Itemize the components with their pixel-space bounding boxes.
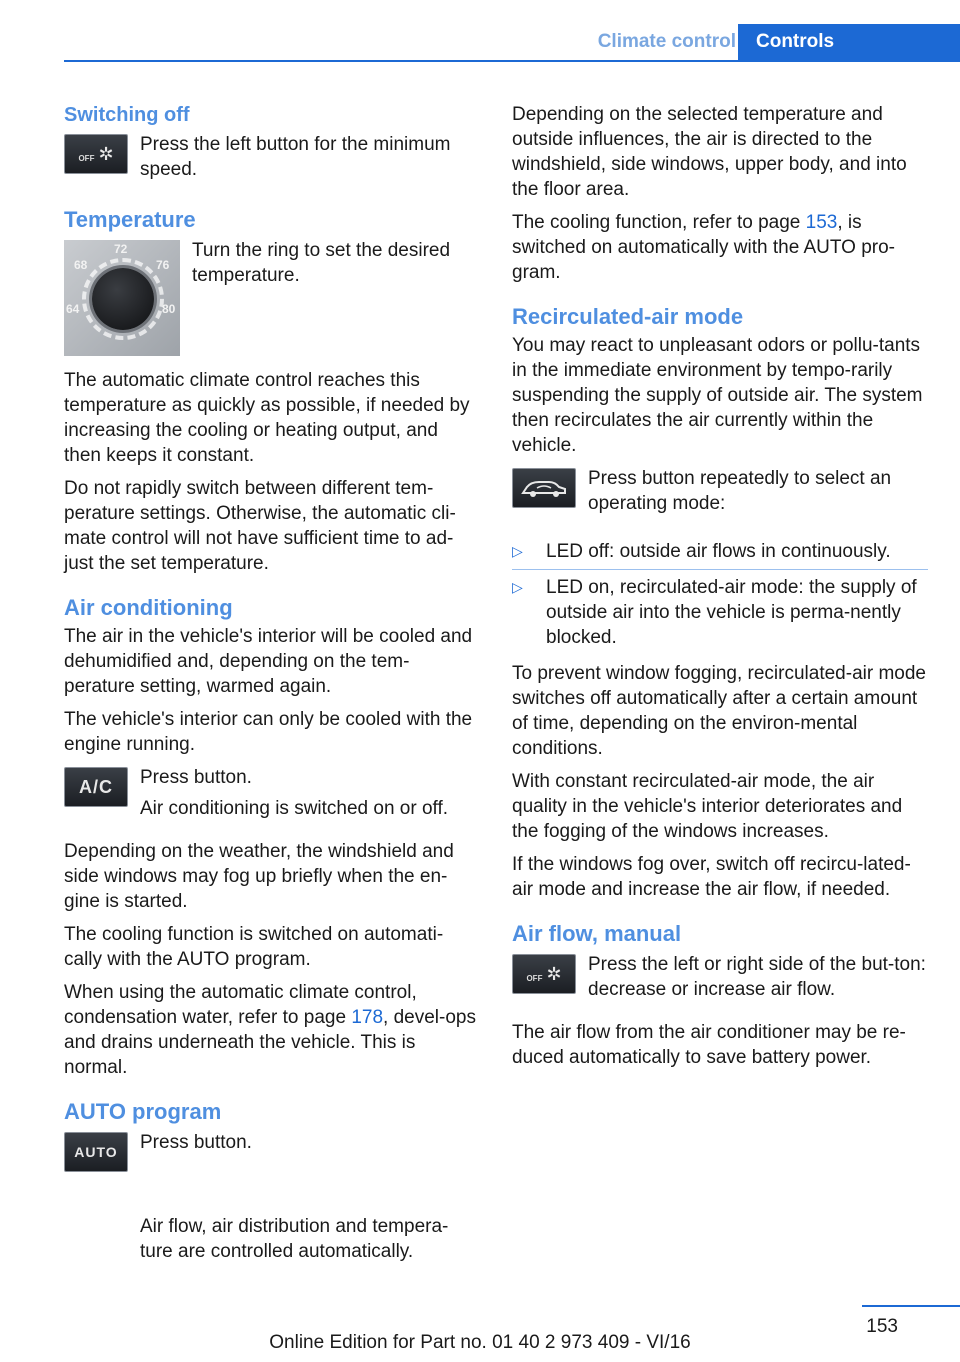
knob-label-72: 72 bbox=[114, 242, 128, 256]
right-column bbox=[512, 102, 928, 1088]
temperature-paragraph-1: The automatic climate control reaches this temperature as quickly as possible, if needed by increasing the cooling or heating output, and then keeps it constant. bbox=[64, 370, 470, 466]
section-switching-off bbox=[64, 102, 478, 188]
ac-paragraph-5 bbox=[64, 980, 478, 1080]
off-label: OFF bbox=[78, 153, 95, 163]
ac-button-icon: A/C bbox=[64, 767, 128, 807]
temperature-fig-text: Turn the ring to set the desired temperature. bbox=[192, 240, 451, 286]
heading-recirculated-air: Recirculated-air mode bbox=[512, 304, 744, 329]
recirc-paragraph-4: If the windows fog over, switch off recircu‐lated-air mode and increase the air flow, if needed. bbox=[512, 854, 911, 900]
heading-temperature: Temperature bbox=[64, 207, 196, 232]
car-recirculation-icon bbox=[519, 476, 569, 500]
off-label: OFF bbox=[526, 973, 543, 983]
recirc-mode-list bbox=[512, 534, 928, 655]
page-ref-link-153[interactable]: 153 bbox=[805, 212, 838, 233]
auto-fig-text-2: Air flow, air distribution and tempera‐ture are controlled automatically. bbox=[140, 1216, 449, 1262]
bullet-triangle-icon: ▷ bbox=[512, 579, 523, 595]
ac-paragraph-4: The cooling function is switched on automati‐cally with the AUTO program. bbox=[64, 924, 444, 970]
right-p2-before: The cooling function, refer to page bbox=[512, 212, 806, 233]
figure-switching-off bbox=[64, 132, 478, 188]
air-flow-paragraph-1: The air flow from the air conditioner may be re‐duced automatically to save battery power. bbox=[512, 1022, 906, 1068]
fan-off-button-icon bbox=[64, 134, 128, 174]
air-flow-fig-text: Press the left or right side of the but‐ton: decrease or increase air flow. bbox=[588, 954, 926, 1000]
figure-air-flow-button bbox=[512, 952, 928, 1008]
right-paragraph-1: Depending on the selected temperature and outside influences, the air is directed to the windshield, side windows, upper body, and into the floor area. bbox=[512, 104, 907, 200]
header-chapter-tab: Controls bbox=[738, 24, 960, 60]
knob-dial bbox=[92, 268, 154, 330]
section-air-conditioning bbox=[64, 594, 478, 1080]
knob-label-64: 64 bbox=[66, 302, 80, 316]
figure-recirc-button bbox=[512, 466, 928, 522]
figure-ac-button bbox=[64, 765, 478, 827]
heading-air-conditioning: Air conditioning bbox=[64, 595, 233, 620]
recirc-paragraph-3: With constant recirculated-air mode, the air quality in the vehicle's interior deteriorates and the fogging of the windows increases. bbox=[512, 771, 903, 842]
fan-button-icon bbox=[512, 954, 576, 994]
temperature-knob-image bbox=[64, 240, 180, 356]
ac-paragraph-1: The air in the vehicle's interior will be cooled and dehumidified and, depending on the tem‐perature setting, warmed again. bbox=[64, 626, 473, 697]
section-air-flow-manual bbox=[512, 920, 928, 1070]
list-item bbox=[512, 534, 928, 570]
page-header bbox=[64, 24, 960, 62]
recirculation-button-icon bbox=[512, 468, 576, 508]
auto-fig-text-1: Press button. bbox=[140, 1132, 252, 1153]
section-auto-program bbox=[64, 1098, 478, 1172]
ac-paragraph-2: The vehicle's interior can only be cooled with the engine running. bbox=[64, 709, 473, 755]
bullet-triangle-icon: ▷ bbox=[512, 543, 523, 559]
figure-temperature bbox=[64, 238, 478, 356]
section-temperature bbox=[64, 206, 478, 576]
figure-auto-button bbox=[64, 1130, 478, 1172]
ac-p5-before: When using the automatic climate control, condensation water, refer to page bbox=[64, 982, 417, 1028]
right-p2-after: , is switched on automatically with the AUTO pro‐gram. bbox=[512, 212, 895, 283]
fan-icon: ✲ bbox=[546, 963, 562, 984]
page-number: 153 bbox=[866, 1316, 898, 1337]
knob-label-76: 76 bbox=[156, 258, 170, 272]
list-item-text: LED on, recirculated-air mode: the supply of outside air into the vehicle is perma‐nently blocked. bbox=[546, 577, 917, 648]
heading-air-flow-manual: Air flow, manual bbox=[512, 921, 682, 946]
ac-paragraph-3: Depending on the weather, the windshield and side windows may fog up briefly when the en‐gine is started. bbox=[64, 841, 454, 912]
list-item-text: LED off: outside air flows in continuously. bbox=[546, 541, 891, 562]
recirc-paragraph-2: To prevent window fogging, recirculated-air mode switches off automatically after a certain amount of time, depending on the environ‐mental conditions. bbox=[512, 663, 926, 759]
ac-fig-text-1: Press button. bbox=[140, 767, 252, 788]
footer-rule bbox=[862, 1305, 960, 1307]
page-ref-link-178[interactable]: 178 bbox=[351, 1007, 384, 1028]
list-item bbox=[512, 570, 928, 655]
knob-label-68: 68 bbox=[74, 258, 88, 272]
header-section-title: Climate control bbox=[597, 31, 736, 52]
heading-switching-off: Switching off bbox=[64, 104, 190, 126]
ac-p5-after: , devel‐ops and drains underneath the vehicle. This is normal. bbox=[64, 1007, 476, 1078]
heading-auto-program: AUTO program bbox=[64, 1099, 222, 1124]
edition-footer: Online Edition for Part no. 01 40 2 973 409 - VI/16 bbox=[269, 1332, 691, 1353]
temperature-paragraph-2: Do not rapidly switch between different tem‐perature settings. Otherwise, the automatic cli‐mate control will not have sufficient time to ad‐just the set temperature. bbox=[64, 478, 456, 574]
right-paragraph-2 bbox=[512, 210, 928, 285]
fan-icon: ✲ bbox=[98, 143, 114, 164]
left-column bbox=[64, 102, 478, 1190]
knob-label-80: 80 bbox=[162, 302, 176, 316]
recirc-paragraph-1: You may react to unpleasant odors or pollu‐tants in the immediate environment by tempo‐rarily suspending the supply of outside air. The system then recirculates the air currently within the vehicle. bbox=[512, 335, 923, 456]
switching-off-text: Press the left button for the minimum speed. bbox=[140, 134, 451, 180]
auto-button-icon: AUTO bbox=[64, 1132, 128, 1172]
section-recirculated-air bbox=[512, 303, 928, 902]
ac-fig-text-2: Air conditioning is switched on or off. bbox=[140, 798, 449, 819]
recirc-fig-text: Press button repeatedly to select an operating mode: bbox=[588, 468, 892, 514]
